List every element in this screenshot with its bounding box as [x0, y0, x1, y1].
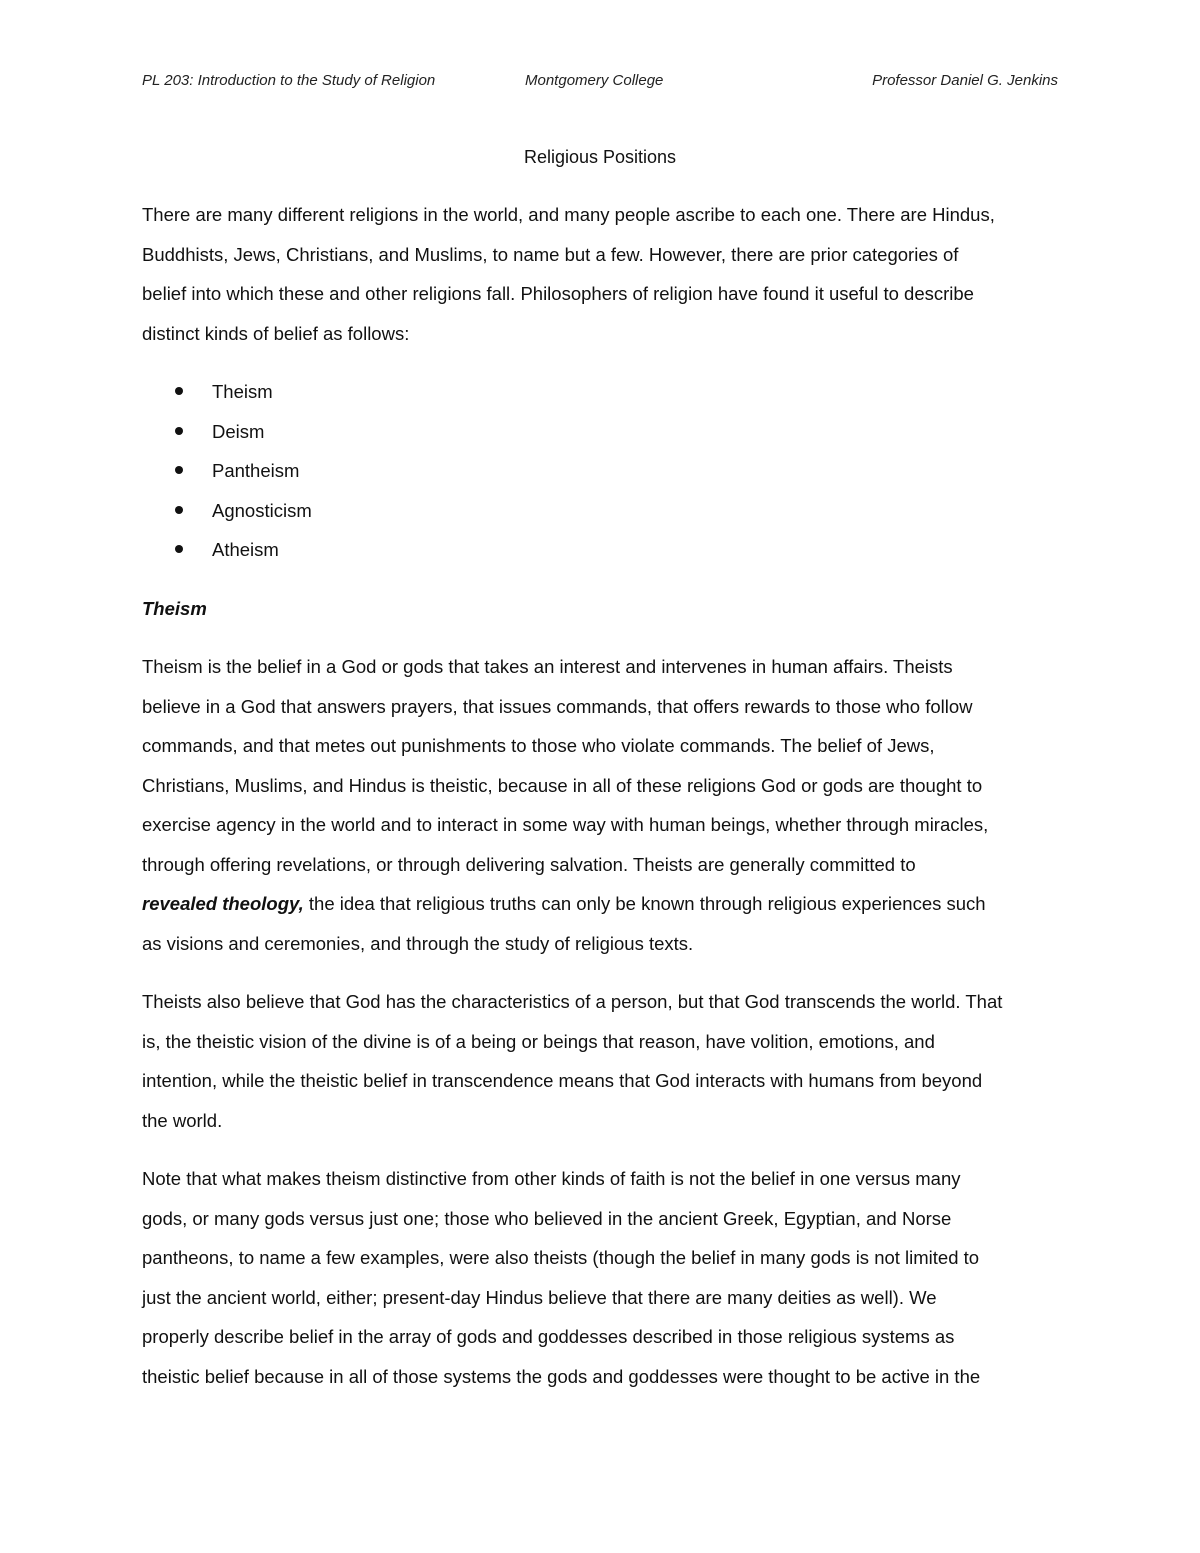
- position-label: Agnosticism: [212, 499, 312, 521]
- paragraph-line: through offering revelations, or through delivering salvation. Theists are generally committed to: [142, 853, 916, 875]
- paragraph-line: [142, 884, 1062, 924]
- list-item: [142, 451, 1062, 491]
- bullet-icon: [175, 506, 183, 514]
- paragraph-line: pantheons, to name a few examples, were also theists (though the belief in many gods is not limited to: [142, 1247, 980, 1268]
- document-body: [142, 195, 1062, 1415]
- bullet-icon: [175, 466, 183, 474]
- list-item: [142, 530, 1062, 570]
- term-revealed-theology: revealed theology,: [142, 893, 304, 914]
- bullet-icon: [175, 387, 183, 395]
- list-item: [142, 372, 1062, 412]
- header-professor: Professor Daniel G. Jenkins: [872, 72, 1058, 89]
- paragraph-line: commands, and that metes out punishments to those who violate commands. The belief of Jews,: [142, 735, 935, 756]
- paragraph-line: just the ancient world, either; present-day Hindus believe that there are many deities as well). We: [142, 1286, 937, 1308]
- list-item: [142, 491, 1062, 531]
- header-course: PL 203: Introduction to the Study of Religion: [142, 72, 436, 89]
- paragraph-line: as visions and ceremonies, and through the study of religious texts.: [142, 932, 694, 954]
- paragraph-line: Theism is the belief in a God or gods that takes an interest and intervenes in human affairs. Theists: [142, 656, 953, 677]
- theism-paragraph-1: [142, 647, 1062, 963]
- term-definition: the idea that religious truths can only be known through religious experiences such: [303, 893, 986, 914]
- paragraph-line: Note that what makes theism distinctive from other kinds of faith is not the belief in one versus many: [142, 1168, 961, 1189]
- theism-paragraph-3: [142, 1159, 1062, 1396]
- intro-line: belief into which these and other religions fall. Philosophers of religion have found it useful to describe: [142, 283, 974, 304]
- theism-paragraph-2: [142, 982, 1062, 1140]
- bullet-icon: [175, 545, 183, 553]
- paragraph-line: gods, or many gods versus just one; those who believed in the ancient Greek, Egyptian, and Norse: [142, 1207, 952, 1229]
- paragraph-line: believe in a God that answers prayers, that issues commands, that offers rewards to those who follow: [142, 695, 973, 717]
- paragraph-line: the world.: [142, 1109, 223, 1131]
- intro-line: There are many different religions in the world, and many people ascribe to each one. There are Hindus,: [142, 204, 995, 225]
- intro-paragraph: [142, 195, 1062, 353]
- header-college: Montgomery College: [525, 72, 664, 89]
- intro-line: distinct kinds of belief as follows:: [142, 322, 410, 344]
- paragraph-line: Theists also believe that God has the characteristics of a person, but that God transcends the world. That: [142, 991, 1003, 1012]
- position-label: Deism: [212, 420, 265, 442]
- position-label: Pantheism: [212, 460, 300, 481]
- paragraph-line: Christians, Muslims, and Hindus is theistic, because in all of these religions God or gods are thought to: [142, 774, 983, 796]
- paragraph-line: intention, while the theistic belief in transcendence means that God interacts with humans from beyond: [142, 1070, 983, 1091]
- position-label: Atheism: [212, 539, 279, 560]
- bullet-icon: [175, 427, 183, 435]
- intro-line: Buddhists, Jews, Christians, and Muslims, to name but a few. However, there are prior categories of: [142, 243, 959, 265]
- paragraph-line: is, the theistic vision of the divine is of a being or beings that reason, have volition, emotions, and: [142, 1030, 935, 1052]
- positions-list: [142, 372, 1062, 570]
- section-heading-theism: Theism: [142, 597, 207, 619]
- paragraph-line: properly describe belief in the array of gods and goddesses described in those religious systems as: [142, 1326, 955, 1347]
- page-header: [142, 72, 1058, 96]
- document-title: Religious Positions: [523, 147, 677, 167]
- paragraph-line: theistic belief because in all of those systems the gods and goddesses were thought to be active in the: [142, 1365, 981, 1387]
- list-item: [142, 412, 1062, 452]
- position-label: Theism: [212, 381, 273, 402]
- paragraph-line: exercise agency in the world and to interact in some way with human beings, whether through miracles,: [142, 814, 989, 835]
